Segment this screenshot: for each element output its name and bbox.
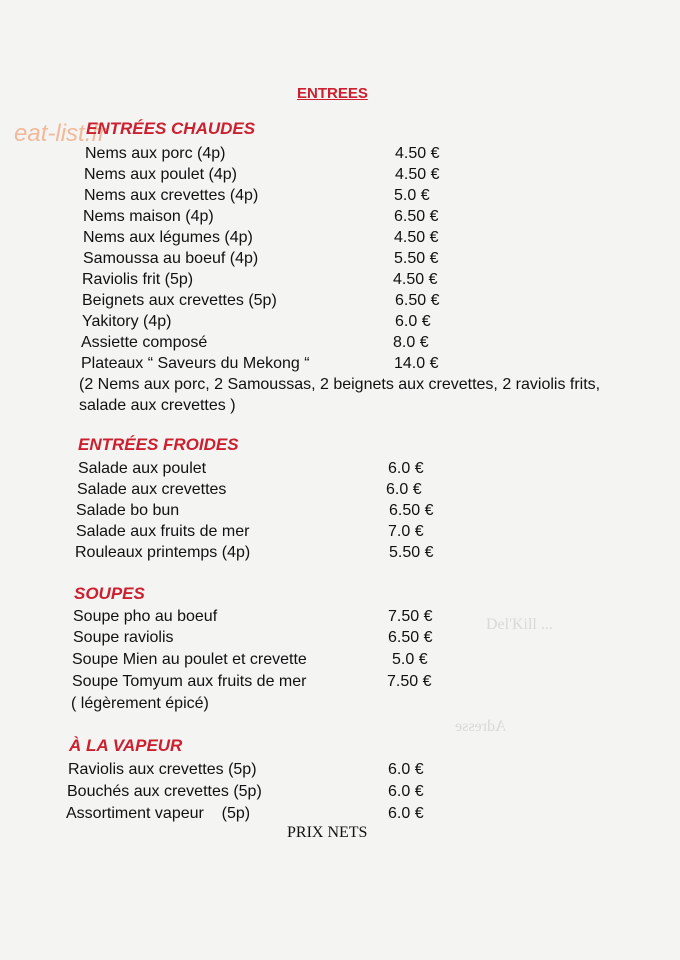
item-price: 4.50 €: [393, 271, 438, 288]
item-name: Yakitory (4p): [82, 313, 172, 330]
item-description: (2 Nems aux porc, 2 Samoussas, 2 beignets aux crevettes, 2 raviolis frits, salade aux crevettes ): [79, 376, 601, 414]
section-title-soupes: SOUPES: [74, 584, 145, 603]
item-price: 6.0 €: [386, 481, 422, 498]
section-title-froides: ENTRÉES FROIDES: [78, 435, 239, 454]
item-name: Rouleaux printemps (4p): [75, 544, 251, 561]
item-price: 6.50 €: [388, 629, 433, 646]
item-name: Soupe raviolis: [73, 629, 174, 646]
item-name: Nems aux crevettes (4p): [84, 187, 259, 204]
page-title: ENTREES: [297, 85, 368, 102]
item-price: 6.0 €: [395, 313, 431, 330]
item-price: 7.50 €: [387, 673, 432, 690]
item-name: Soupe Mien au poulet et crevette: [72, 651, 307, 668]
item-price: 6.0 €: [388, 460, 424, 477]
item-price: 4.50 €: [395, 166, 440, 183]
bleed-through-text: Del'Kill ...: [486, 616, 553, 633]
item-price: 6.50 €: [394, 208, 439, 225]
item-price: 5.0 €: [394, 187, 430, 204]
item-name: Salade aux poulet: [78, 460, 207, 477]
watermark-logo: eat-list.fr: [14, 120, 107, 147]
item-price: 8.0 €: [393, 334, 429, 351]
item-name: Nems aux poulet (4p): [84, 166, 237, 183]
item-name: Salade bo bun: [76, 502, 180, 519]
item-name: Salade aux crevettes: [77, 481, 227, 498]
item-name: Raviolis frit (5p): [82, 271, 194, 288]
item-price: 4.50 €: [394, 229, 439, 246]
item-name: Salade aux fruits de mer: [76, 523, 250, 540]
item-description: ( légèrement épicé): [71, 695, 209, 712]
item-price: 6.50 €: [389, 502, 434, 519]
item-price: 6.50 €: [395, 292, 440, 309]
item-name: Plateaux “ Saveurs du Mekong “: [81, 355, 310, 372]
item-name: Beignets aux crevettes (5p): [82, 292, 277, 309]
item-price: 14.0 €: [394, 355, 439, 372]
footer-note: PRIX NETS: [287, 824, 368, 841]
item-name: Nems aux légumes (4p): [83, 229, 253, 246]
item-price: 5.50 €: [394, 250, 439, 267]
section-title-vapeur: À LA VAPEUR: [69, 736, 183, 755]
item-name: Assiette composé: [81, 334, 208, 351]
item-price: 6.0 €: [388, 805, 424, 822]
item-name: Nems aux porc (4p): [85, 145, 226, 162]
item-price: 7.50 €: [388, 608, 433, 625]
item-price: 7.0 €: [388, 523, 424, 540]
item-price: 6.0 €: [388, 761, 424, 778]
bleed-through-text: Adresse: [455, 718, 507, 735]
item-price: 5.50 €: [389, 544, 434, 561]
item-price: 5.0 €: [392, 651, 428, 668]
item-name: Nems maison (4p): [83, 208, 214, 225]
item-name: Soupe Tomyum aux fruits de mer: [72, 673, 307, 690]
section-title-chaudes: ENTRÉES CHAUDES: [86, 119, 256, 138]
item-price: 4.50 €: [395, 145, 440, 162]
item-name: Soupe pho au boeuf: [73, 608, 218, 625]
item-price: 6.0 €: [388, 783, 424, 800]
item-name: Bouchés aux crevettes (5p): [67, 783, 262, 800]
item-name: Samoussa au boeuf (4p): [83, 250, 259, 267]
item-name: Raviolis aux crevettes (5p): [68, 761, 257, 778]
item-name: Assortiment vapeur (5p): [66, 805, 251, 822]
